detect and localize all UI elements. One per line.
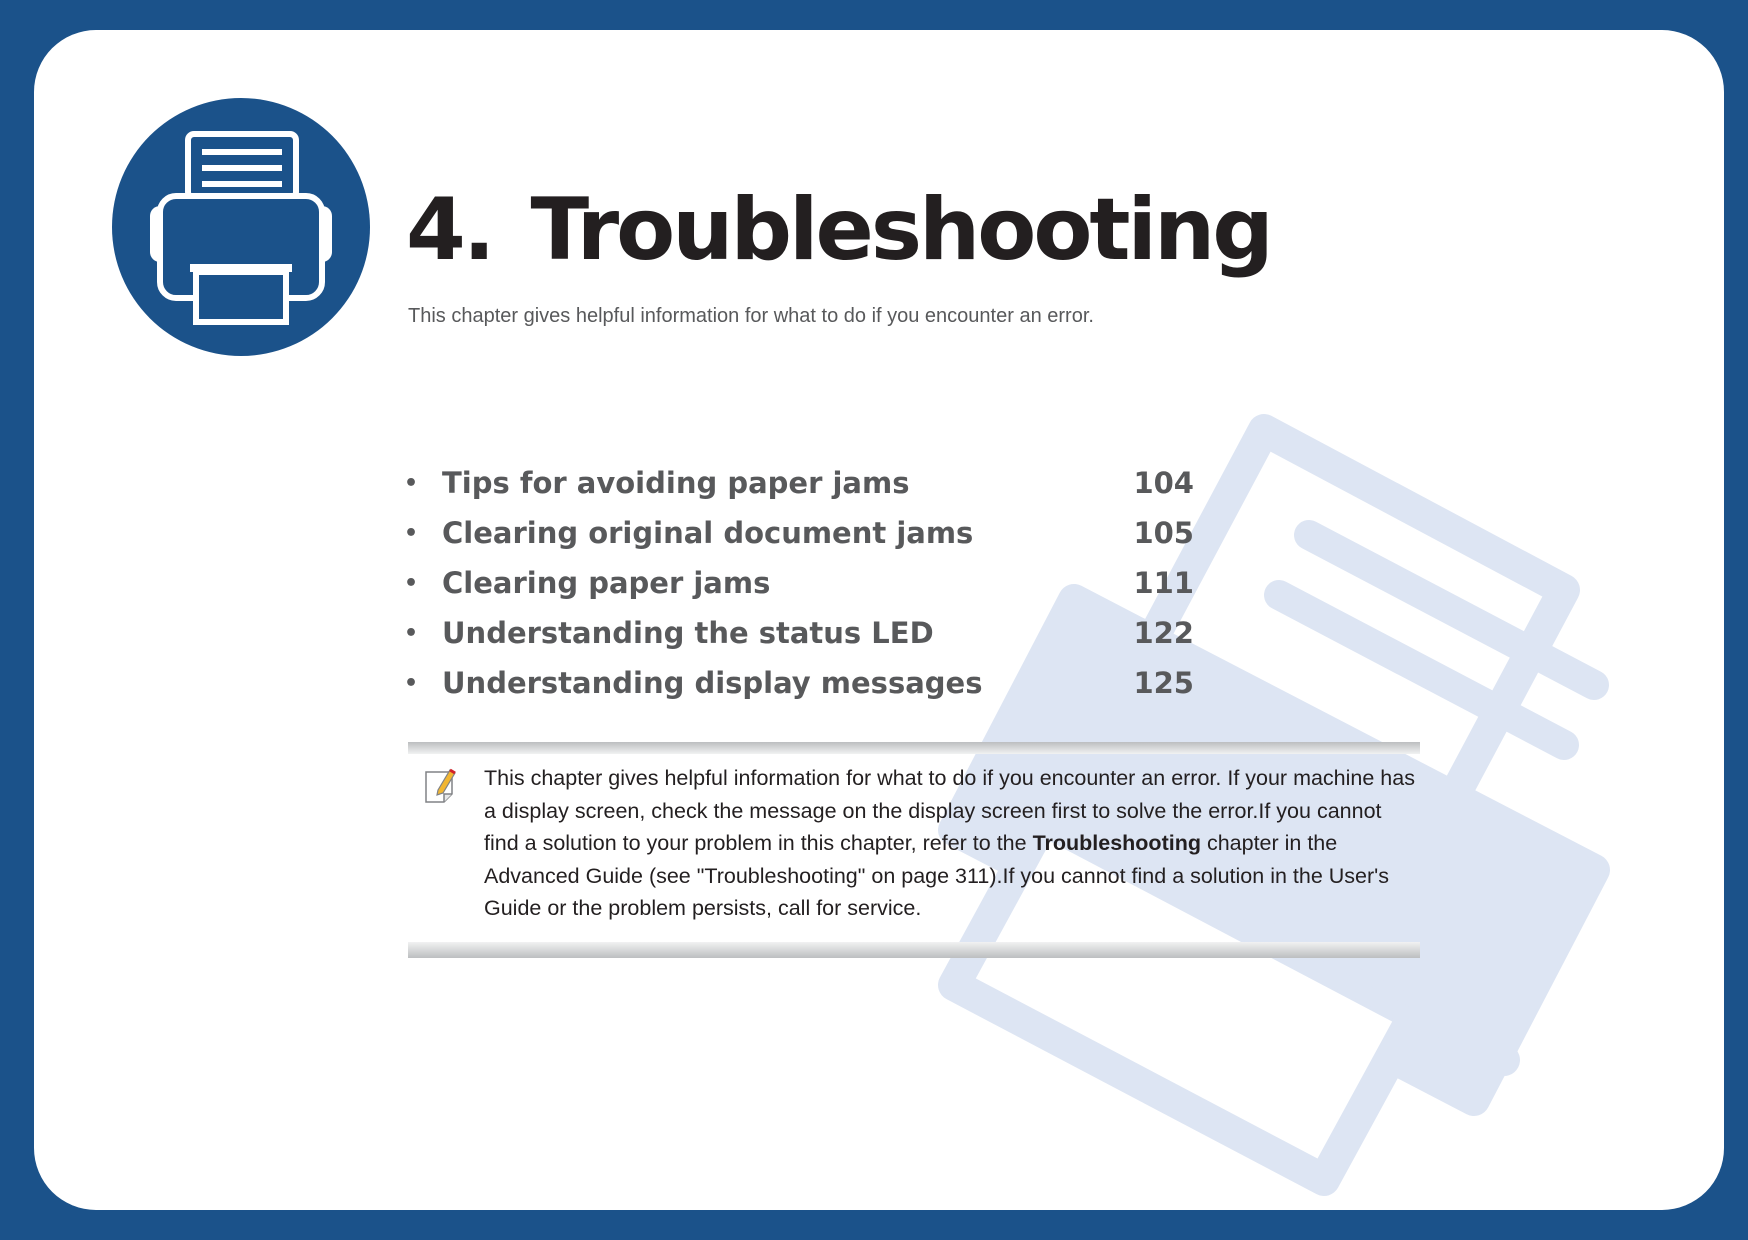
toc-item[interactable]	[404, 516, 1194, 566]
chapter-number: 4.	[406, 180, 493, 280]
note-pencil-icon	[422, 766, 462, 806]
note-text-bold: Troubleshooting	[1032, 831, 1201, 855]
toc-item-page[interactable]: 122	[1133, 616, 1194, 650]
note-text-part: This chapter gives helpful information for what to do if you encounter an error. If your machine has a display screen, check the message on the display screen first to solve the error.If you cannot find a solution to your problem in this chapter, refer to the	[484, 766, 1415, 855]
toc-item-label[interactable]: Understanding display messages	[442, 666, 983, 700]
toc-item-page[interactable]: 104	[1133, 466, 1194, 500]
chapter-subtitle: This chapter gives helpful information for what to do if you encounter an error.	[408, 305, 1094, 327]
chapter-title	[406, 180, 1271, 280]
toc-item-label[interactable]: Understanding the status LED	[442, 616, 934, 650]
toc-item-label[interactable]: Clearing paper jams	[442, 566, 771, 600]
note-text-part: chapter in the Advanced Guide (see "Troubleshooting" on page 311).If you cannot find a solution in the User's Guide or the problem persists, call for service.	[484, 831, 1390, 920]
printer-icon	[112, 98, 370, 356]
toc-item-label[interactable]: Clearing original document jams	[442, 516, 974, 550]
toc-item-page[interactable]: 111	[1133, 566, 1194, 600]
note-box	[408, 742, 1420, 958]
chapter-title-text: Troubleshooting	[530, 180, 1271, 280]
toc-item[interactable]	[404, 666, 1194, 716]
toc-item[interactable]	[404, 466, 1194, 516]
note-text	[484, 762, 1420, 925]
bullet: •	[404, 471, 419, 496]
toc-item-page[interactable]: 125	[1133, 666, 1194, 700]
page	[34, 30, 1724, 1210]
toc-item-label[interactable]: Tips for avoiding paper jams	[442, 466, 910, 500]
note-divider-bottom	[408, 942, 1420, 958]
bullet: •	[404, 671, 419, 696]
bullet: •	[404, 521, 419, 546]
note-divider-top	[408, 742, 1420, 754]
table-of-contents	[404, 466, 1194, 716]
bullet: •	[404, 571, 419, 596]
toc-item-page[interactable]: 105	[1133, 516, 1194, 550]
toc-item[interactable]	[404, 566, 1194, 616]
toc-item[interactable]	[404, 616, 1194, 666]
bullet: •	[404, 621, 419, 646]
